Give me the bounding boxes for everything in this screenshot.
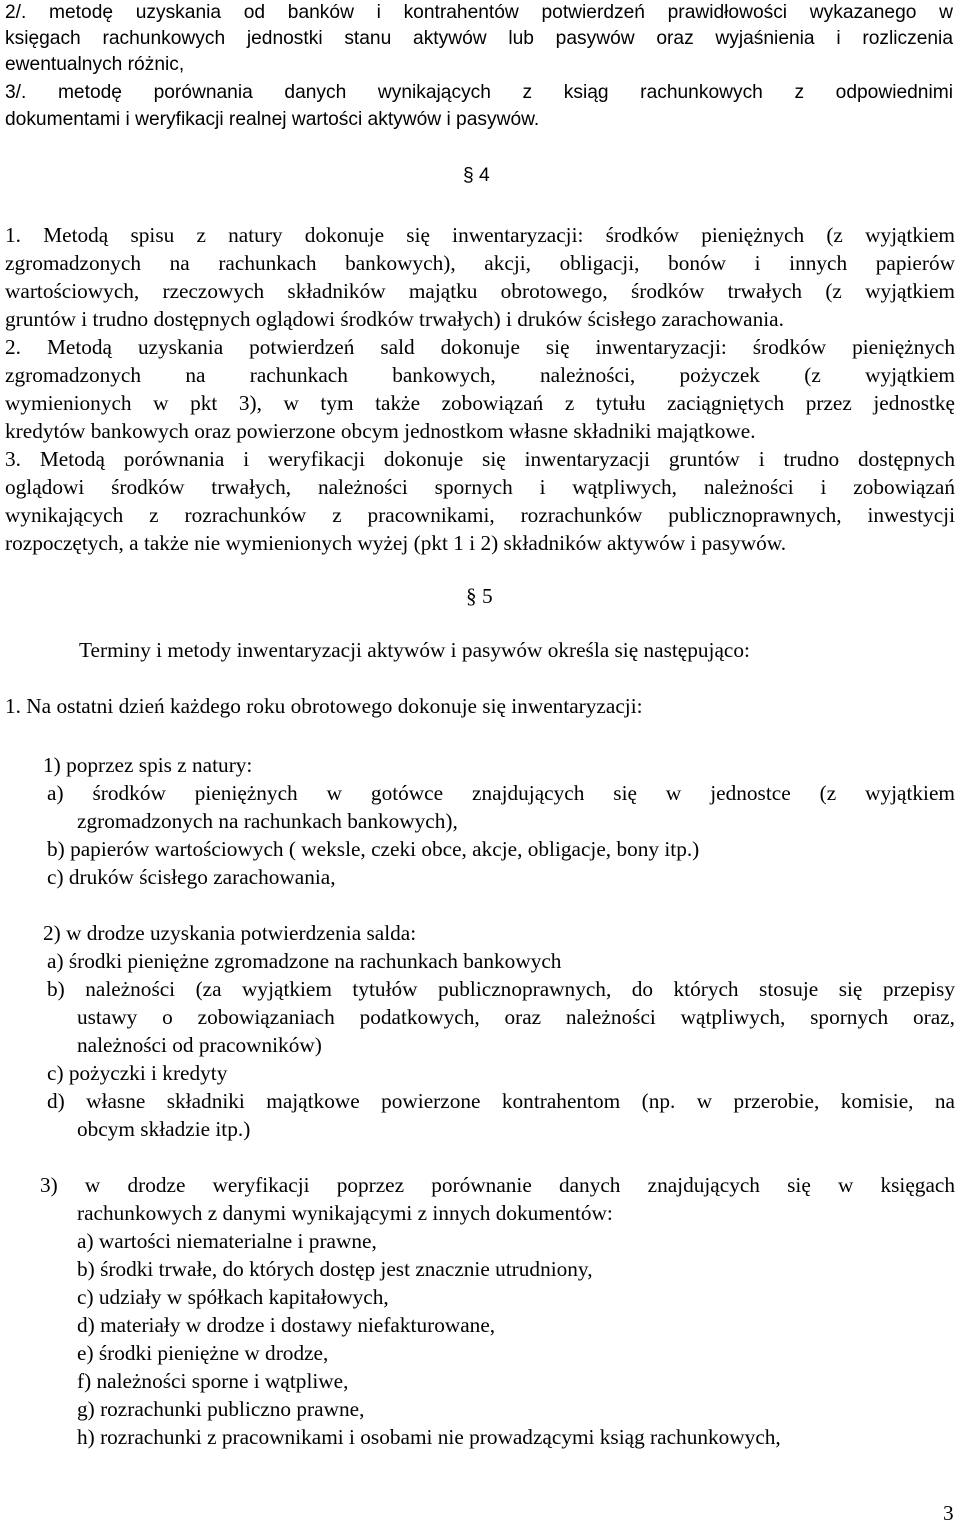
- s5-sub2-a: a) środki pieniężne zgromadzone na rachunkach bankowych: [47, 949, 562, 973]
- s5-sub3-item-e: e) środki pieniężne w drodze,: [77, 1341, 329, 1365]
- s4-item3-line4: rozpoczętych, a także nie wymienionych wyżej (pkt 1 i 2) składników aktywów i pasywów.: [5, 531, 787, 555]
- s5-sub3-item-h: h) rozrachunki z pracownikami i osobami nie prowadzącymi ksiąg rachunkowych,: [77, 1425, 781, 1449]
- s4-item3-line2: oglądowi środków trwałych, należności spornych i wątpliwych, należności i zobowiązań: [5, 475, 955, 499]
- section-5-heading: § 5: [466, 584, 493, 608]
- section-4-heading: § 4: [463, 165, 490, 186]
- s4-item2-line3: wymienionych w pkt 3), w tym także zobowiązań z tytułu zaciągniętych przez jednostkę: [5, 391, 955, 415]
- s5-sub1-b: b) papierów wartościowych ( weksle, czeki obce, akcje, obligacje, bony itp.): [47, 837, 700, 861]
- s5-sub3-item-f: f) należności sporne i wątpliwe,: [77, 1369, 349, 1393]
- s5-sub3-title-line1: 3) w drodze weryfikacji poprzez porównanie danych znajdujących się w księgach: [40, 1173, 955, 1197]
- s5-sub1-c: c) druków ścisłego zarachowania,: [47, 865, 336, 889]
- s5-sub2-b-line1: b) należności (za wyjątkiem tytułów publicznoprawnych, do których stosuje się przepisy: [47, 977, 955, 1001]
- s5-sub3-item-d: d) materiały w drodze i dostawy niefakturowane,: [77, 1313, 496, 1337]
- para-2-line-2: księgach rachunkowych jednostki stanu aktywów lub pasywów oraz wyjaśnienia i rozliczenia: [5, 28, 953, 49]
- section-5-intro: Terminy i metody inwentaryzacji aktywów i pasywów określa się następująco:: [79, 638, 750, 662]
- s4-item1-line2: zgromadzonych na rachunkach bankowych), akcji, obligacji, bonów i innych papierów: [5, 251, 955, 275]
- s5-point-1: 1. Na ostatni dzień każdego roku obrotowego dokonuje się inwentaryzacji:: [5, 694, 643, 718]
- s4-item3-line3: wynikających z rozrachunków z pracownikami, rozrachunków publicznoprawnych, inwestycji: [5, 503, 955, 527]
- para-3-line-2: dokumentami i weryfikacji realnej wartości aktywów i pasywów.: [5, 109, 540, 130]
- s4-item1-line3: wartościowych, rzeczowych składników majątku obrotowego, środków trwałych (z wyjątkiem: [5, 279, 955, 303]
- page-number: 3: [943, 1501, 954, 1525]
- s5-sub3-item-b: b) środki trwałe, do których dostęp jest znacznie utrudniony,: [77, 1257, 593, 1281]
- s4-item2-line2: zgromadzonych na rachunkach bankowych, należności, pożyczek (z wyjątkiem: [5, 363, 955, 387]
- s5-sub1-a-line1: a) środków pieniężnych w gotówce znajdujących się w jednostce (z wyjątkiem: [47, 781, 955, 805]
- s5-sub3-item-a: a) wartości niematerialne i prawne,: [77, 1229, 377, 1253]
- para-3-line-1: 3/. metodę porównania danych wynikających z ksiąg rachunkowych z odpowiednimi: [5, 82, 953, 103]
- s4-item2-line4: kredytów bankowych oraz powierzone obcym jednostkom własne składniki majątkowe.: [5, 419, 756, 443]
- s4-item2-line1: 2. Metodą uzyskania potwierdzeń sald dokonuje się inwentaryzacji: środków pieniężnych: [5, 335, 955, 359]
- para-2-line-3: ewentualnych różnic,: [5, 54, 185, 75]
- s4-item1-line1: 1. Metodą spisu z natury dokonuje się inwentaryzacji: środków pieniężnych (z wyjątkiem: [5, 223, 955, 247]
- s5-sub2-d-line1: d) własne składniki majątkowe powierzone kontrahentom (np. w przerobie, komisie, na: [47, 1089, 955, 1113]
- s5-sub3-title-line2: rachunkowych z danymi wynikającymi z innych dokumentów:: [77, 1201, 613, 1225]
- s5-sub3-item-c: c) udziały w spółkach kapitałowych,: [77, 1285, 389, 1309]
- s5-sub2-b-line2: ustawy o zobowiązaniach podatkowych, oraz należności wątpliwych, spornych oraz,: [77, 1005, 955, 1029]
- s5-sub1-title: 1) poprzez spis z natury:: [43, 753, 253, 777]
- s4-item3-line1: 3. Metodą porównania i weryfikacji dokonuje się inwentaryzacji gruntów i trudno dostępnych: [5, 447, 955, 471]
- s4-item1-line4: gruntów i trudno dostępnych oglądowi środków trwałych) i druków ścisłego zarachowania.: [5, 307, 784, 331]
- s5-sub2-c: c) pożyczki i kredyty: [47, 1061, 228, 1085]
- s5-sub2-b-line3: należności od pracowników): [77, 1033, 322, 1057]
- s5-sub2-d-line2: obcym składzie itp.): [77, 1117, 251, 1141]
- s5-sub2-title: 2) w drodze uzyskania potwierdzenia salda:: [43, 921, 417, 945]
- s5-sub3-item-g: g) rozrachunki publiczno prawne,: [77, 1397, 365, 1421]
- para-2-line-1: 2/. metodę uzyskania od banków i kontrahentów potwierdzeń prawidłowości wykazanego w: [5, 2, 953, 23]
- s5-sub1-a-line2: zgromadzonych na rachunkach bankowych),: [77, 809, 458, 833]
